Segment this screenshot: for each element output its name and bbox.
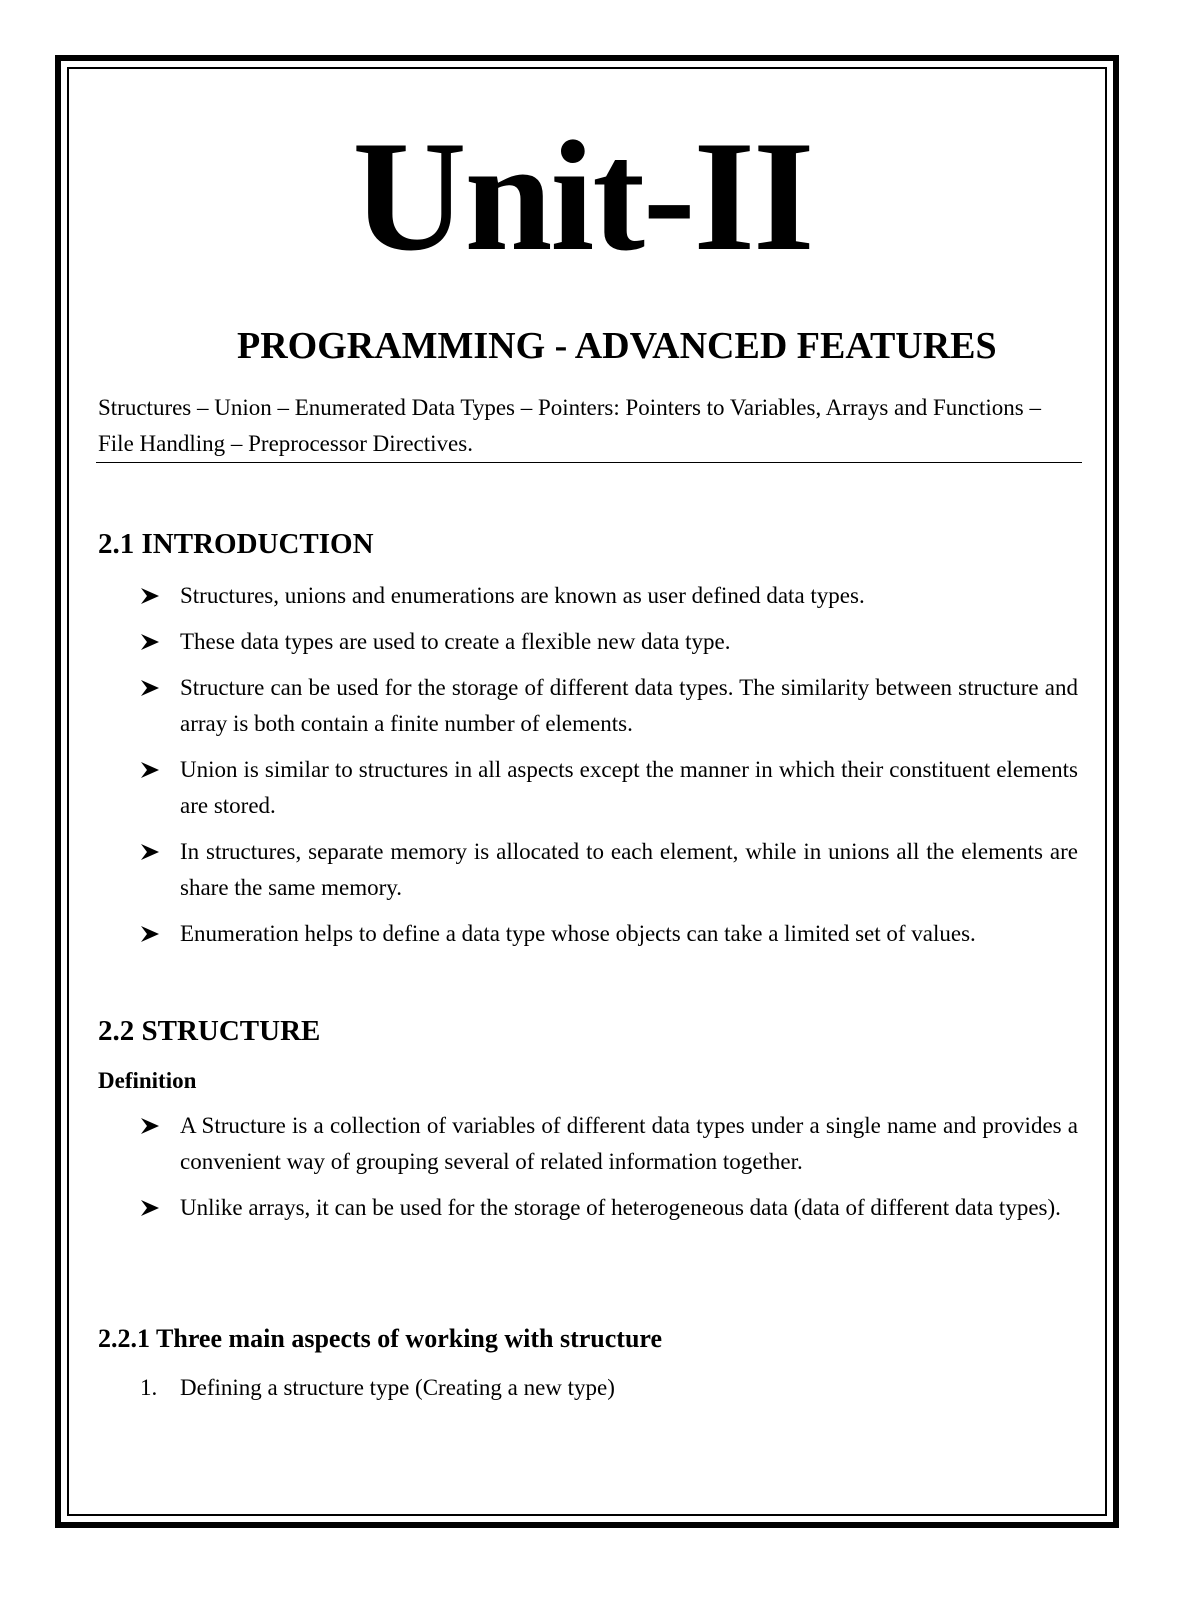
definition-label: Definition [98,1068,197,1093]
arrowhead-bullet-icon [140,843,160,861]
bullet-text: Unlike arrays, it can be used for the storage of heterogeneous data (data of different data types). [180,1195,1061,1220]
list-number: 1. [140,1375,158,1400]
section-heading-introduction: 2.1 INTRODUCTION [98,528,374,560]
horizontal-rule [96,462,1082,463]
arrowhead-bullet-icon [140,925,160,943]
introduction-bullet-list [140,578,1078,952]
list-item [140,834,1078,906]
list-item [140,578,1078,614]
item-text: Defining a structure type (Creating a new type) [180,1375,615,1400]
arrowhead-bullet-icon [140,633,160,651]
list-item [140,752,1078,824]
bullet-text: Structure can be used for the storage of different data types. The similarity between structure and array is both contain a finite number of elements. [180,675,1078,736]
list-item [140,1108,1078,1180]
bullet-text: In structures, separate memory is allocated to each element, while in unions all the elements are share the same memory. [180,839,1078,900]
bullet-text: Enumeration helps to define a data type whose objects can take a limited set of values. [180,921,976,946]
syllabus-text: Structures – Union – Enumerated Data Types – Pointers: Pointers to Variables, Arrays and Functions – File Handling – Preprocessor Directives. [98,395,1041,456]
bullet-text: These data types are used to create a flexible new data type. [180,629,731,654]
structure-bullet-list [140,1108,1078,1226]
aspects-numbered-list [140,1370,1078,1406]
arrowhead-bullet-icon [140,587,160,605]
chapter-subtitle: PROGRAMMING - ADVANCED FEATURES [237,325,997,367]
list-item [140,1370,1078,1406]
arrowhead-bullet-icon [140,1117,160,1135]
unit-title: Unit-II [352,109,813,284]
bullet-text: Union is similar to structures in all aspects except the manner in which their constituent elements are stored. [180,757,1078,818]
section-heading-structure: 2.2 STRUCTURE [98,1015,321,1047]
bullet-text: Structures, unions and enumerations are known as user defined data types. [180,583,865,608]
list-item [140,670,1078,742]
subsection-heading-aspects: 2.2.1 Three main aspects of working with structure [98,1324,663,1353]
list-item [140,1190,1078,1226]
arrowhead-bullet-icon [140,679,160,697]
list-item [140,624,1078,660]
list-item [140,916,1078,952]
arrowhead-bullet-icon [140,1199,160,1217]
bullet-text: A Structure is a collection of variables of different data types under a single name and provides a convenient way of grouping several of related information together. [180,1113,1078,1174]
arrowhead-bullet-icon [140,761,160,779]
